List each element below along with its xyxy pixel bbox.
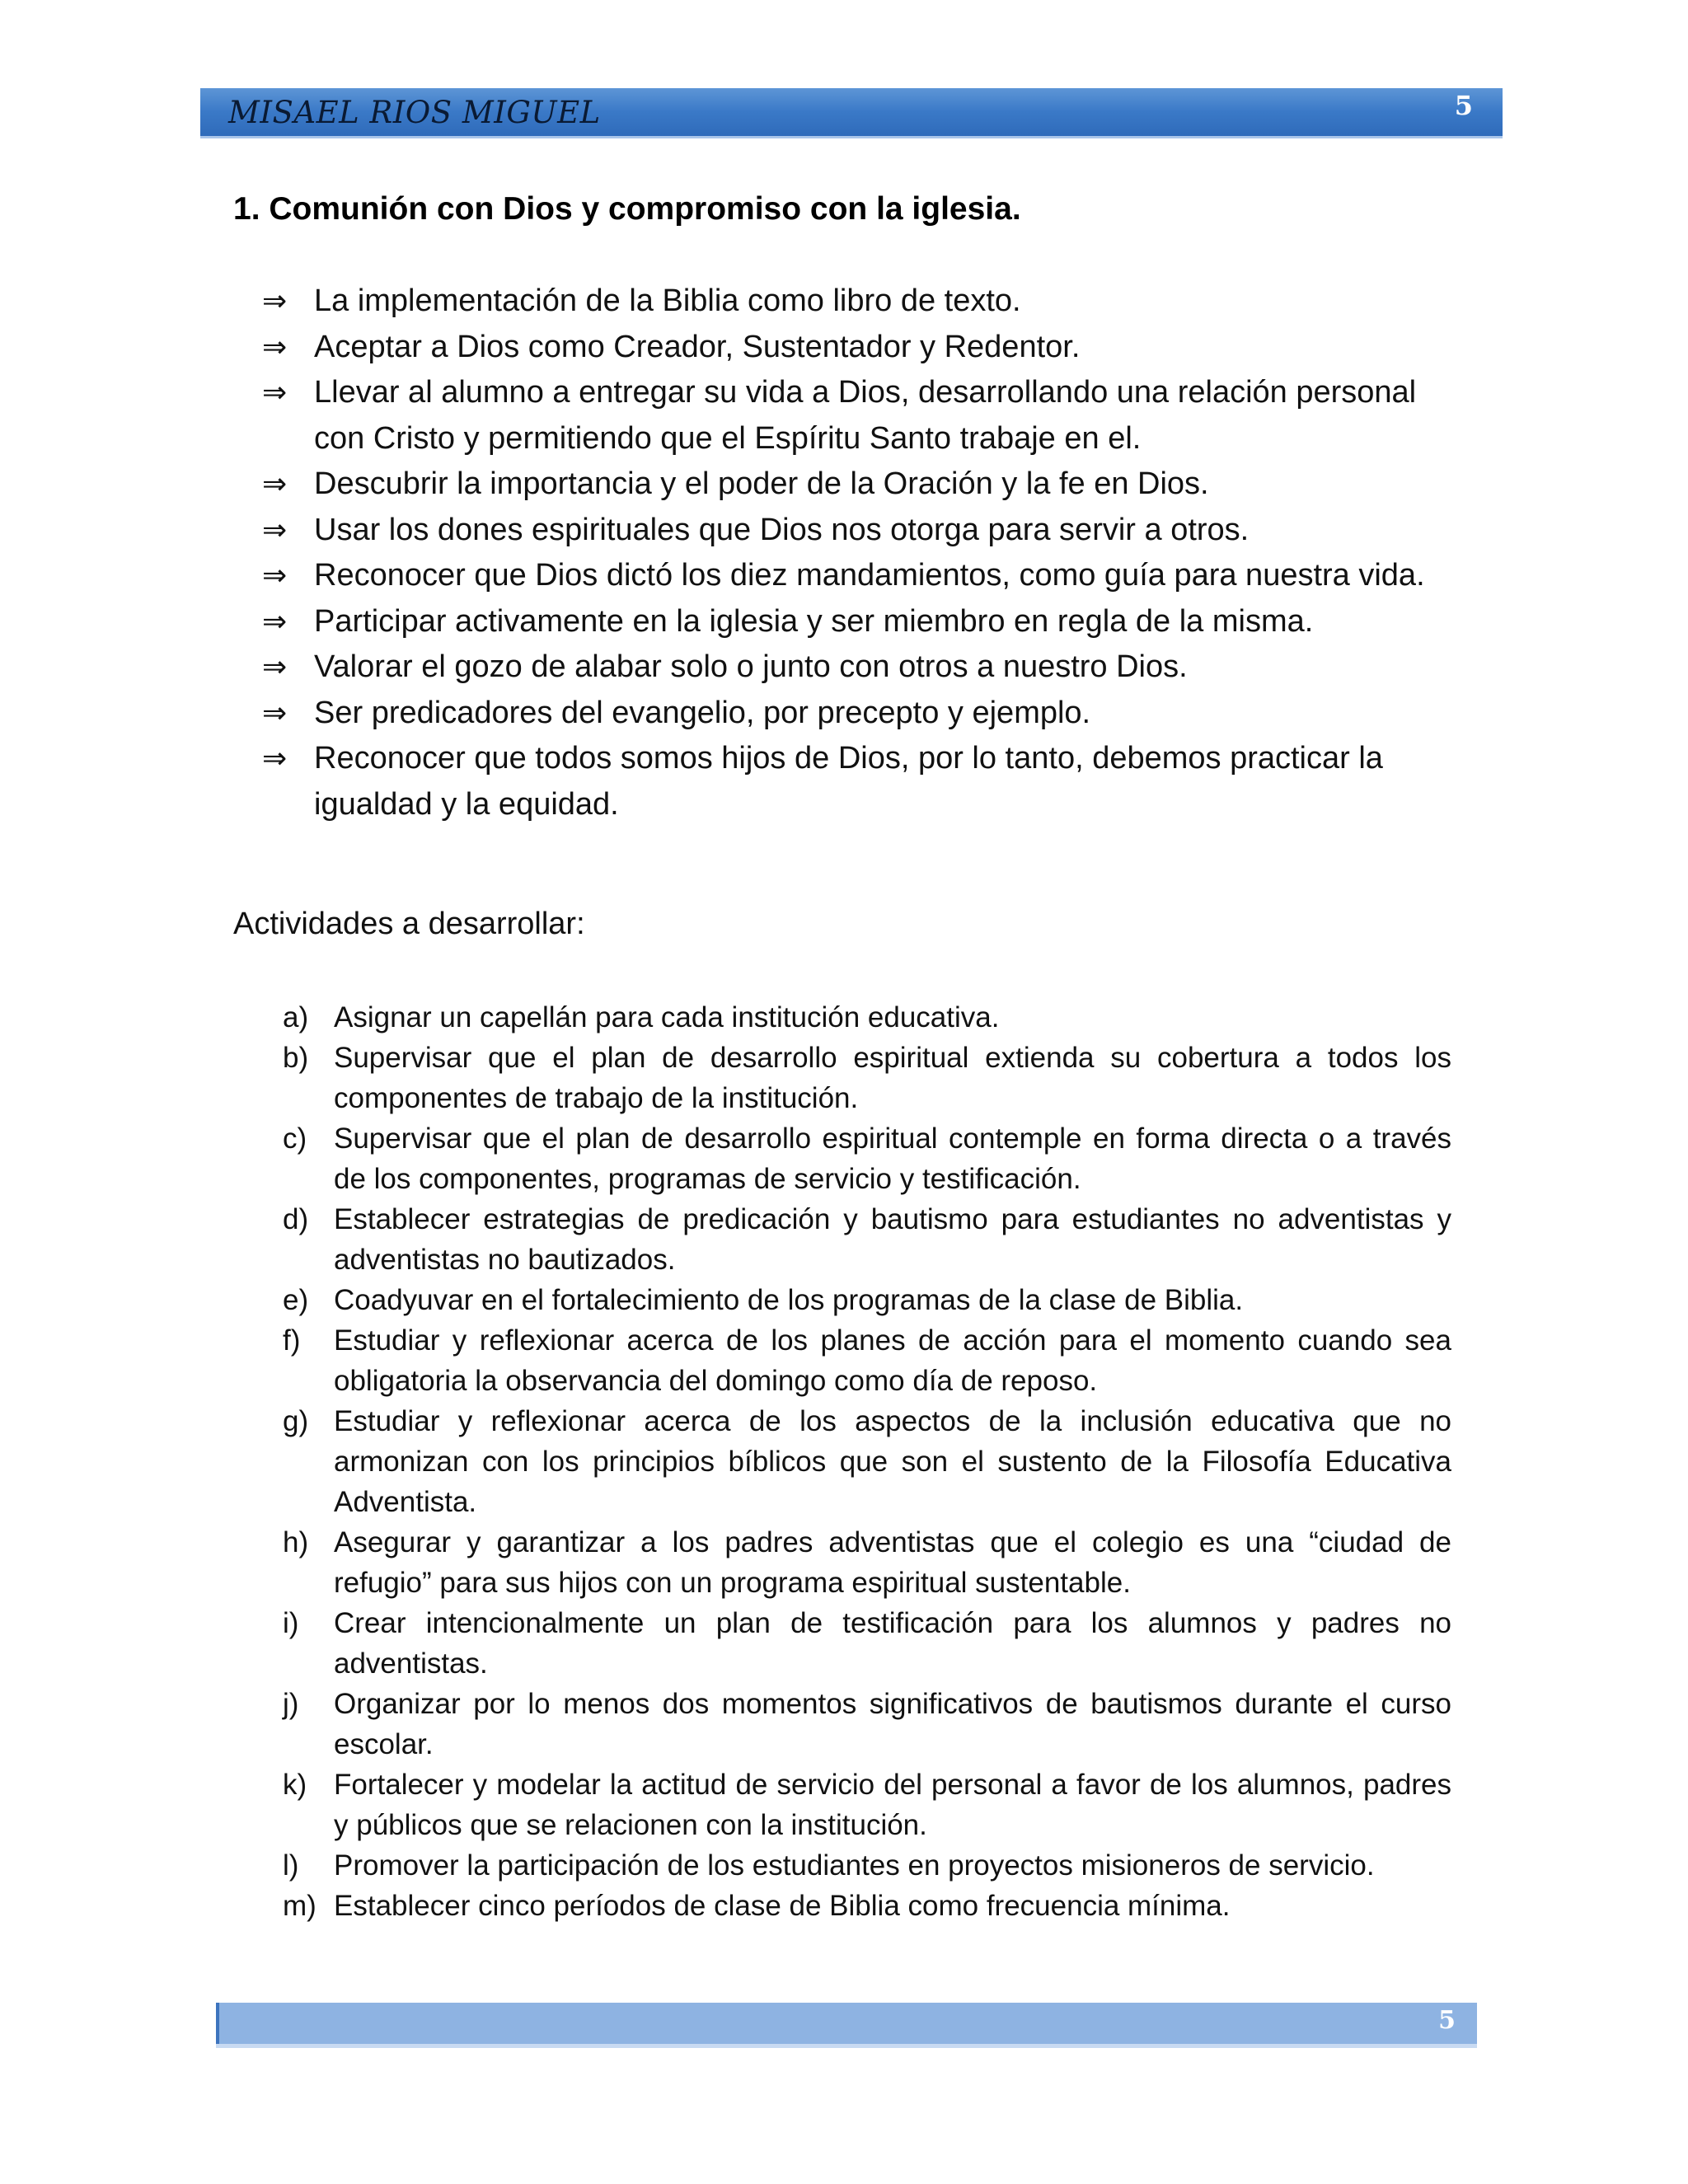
activity-letter: k) <box>283 1769 307 1801</box>
bullet-text: Reconocer que todos somos hijos de Dios, por lo tanto, debemos practicar la igualdad y la equidad. <box>314 741 1383 822</box>
bullet-item <box>262 599 1474 645</box>
activity-item <box>283 1845 1451 1886</box>
activity-item <box>283 1320 1451 1401</box>
activity-item <box>283 1280 1451 1320</box>
activity-item <box>283 1684 1451 1765</box>
bullet-text: Valorar el gozo de alabar solo o junto con otros a nuestro Dios. <box>314 649 1188 684</box>
activity-letter: b) <box>283 1042 309 1074</box>
arrow-icon: ⇒ <box>262 559 288 593</box>
activity-item <box>283 1522 1451 1603</box>
activity-item <box>283 997 1451 1038</box>
bullet-text: Aceptar a Dios como Creador, Sustentador y Redentor. <box>314 329 1081 364</box>
activity-letter: j) <box>283 1688 299 1720</box>
arrow-icon: ⇒ <box>262 604 288 639</box>
bullet-item <box>262 644 1474 691</box>
footer-page-number: 5 <box>1438 2006 1456 2035</box>
header-author: MISAEL RIOS MIGUEL <box>228 95 601 130</box>
activity-text: Establecer cinco períodos de clase de Biblia como frecuencia mínima. <box>334 1890 1231 1922</box>
activity-letter: d) <box>283 1203 309 1235</box>
activity-item <box>283 1765 1451 1845</box>
activity-item <box>283 1038 1451 1118</box>
bullet-text: Reconocer que Dios dictó los diez mandamientos, como guía para nuestra vida. <box>314 558 1425 593</box>
activity-text: Fortalecer y modelar la actitud de servicio del personal a favor de los alumnos, padres y públicos que se relacionen con la institución. <box>334 1769 1451 1841</box>
arrow-icon: ⇒ <box>262 284 288 318</box>
activity-item <box>283 1118 1451 1199</box>
activity-text: Establecer estrategias de predicación y bautismo para estudiantes no adventistas y adventistas no bautizados. <box>334 1203 1451 1276</box>
bullet-text: Ser predicadores del evangelio, por precepto y ejemplo. <box>314 695 1091 730</box>
activity-letter: g) <box>283 1405 309 1437</box>
activity-letter: e) <box>283 1284 309 1316</box>
header-page-number: 5 <box>1454 90 1473 121</box>
bullet-text: Participar activamente en la iglesia y ser miembro en regla de la misma. <box>314 603 1314 639</box>
activity-text: Asegurar y garantizar a los padres adventistas que el colegio es una “ciudad de refugio” para sus hijos con un programa espiritual sustentable. <box>334 1526 1451 1599</box>
bullet-text: Usar los dones espirituales que Dios nos otorga para servir a otros. <box>314 512 1250 547</box>
activity-text: Coadyuvar en el fortalecimiento de los programas de la clase de Biblia. <box>334 1284 1244 1316</box>
activity-text: Supervisar que el plan de desarrollo espiritual contemple en forma directa o a través de los componentes, programas de servicio y testificación. <box>334 1122 1451 1195</box>
activities-heading: Actividades a desarrollar: <box>233 907 585 941</box>
arrow-icon: ⇒ <box>262 330 288 364</box>
bullet-item <box>262 279 1474 325</box>
activity-text: Asignar un capellán para cada institución educativa. <box>334 1001 1000 1033</box>
activity-item <box>283 1886 1451 1926</box>
activity-letter: l) <box>283 1849 299 1882</box>
activity-text: Promover la participación de los estudiantes en proyectos misioneros de servicio. <box>334 1849 1375 1882</box>
bullet-list <box>262 279 1474 827</box>
arrow-icon: ⇒ <box>262 467 288 501</box>
activity-letter: h) <box>283 1526 309 1558</box>
bullet-item <box>262 325 1474 371</box>
bullet-item <box>262 736 1474 827</box>
activities-list <box>283 997 1451 1926</box>
activity-text: Supervisar que el plan de desarrollo espiritual extienda su cobertura a todos los componentes de trabajo de la institución. <box>334 1042 1451 1114</box>
bullet-item <box>262 462 1474 508</box>
bullet-item <box>262 553 1474 599</box>
activity-item <box>283 1401 1451 1522</box>
activity-letter: a) <box>283 1001 309 1033</box>
arrow-icon: ⇒ <box>262 696 288 730</box>
bullet-text: La implementación de la Biblia como libro de texto. <box>314 284 1021 318</box>
bullet-text: Descubrir la importancia y el poder de la Oración y la fe en Dios. <box>314 466 1209 501</box>
activity-text: Estudiar y reflexionar acerca de los aspectos de la inclusión educativa que no armonizan con los principios bíblicos que son el sustento de la Filosofía Educativa Adventista. <box>334 1405 1451 1518</box>
activity-letter: i) <box>283 1607 299 1639</box>
activity-letter: f) <box>283 1324 301 1357</box>
activity-text: Crear intencionalmente un plan de testificación para los alumnos y padres no adventistas. <box>334 1607 1451 1680</box>
activity-item <box>283 1199 1451 1280</box>
activity-letter: m) <box>283 1890 316 1922</box>
page-footer <box>216 2003 1477 2044</box>
arrow-icon: ⇒ <box>262 742 288 776</box>
bullet-text: Llevar al alumno a entregar su vida a Dios, desarrollando una relación personal con Cristo y permitiendo que el Espíritu Santo trabaje en el. <box>314 375 1417 456</box>
activity-letter: c) <box>283 1122 307 1155</box>
bullet-item <box>262 508 1474 554</box>
page-header <box>200 88 1503 136</box>
bullet-item <box>262 370 1474 462</box>
section-title: 1. Comunión con Dios y compromiso con la iglesia. <box>233 191 1021 227</box>
arrow-icon: ⇒ <box>262 376 288 410</box>
activity-text: Estudiar y reflexionar acerca de los planes de acción para el momento cuando sea obligatoria la observancia del domingo como día de reposo. <box>334 1324 1451 1397</box>
activity-item <box>283 1603 1451 1684</box>
activity-text: Organizar por lo menos dos momentos significativos de bautismos durante el curso escolar. <box>334 1688 1451 1760</box>
arrow-icon: ⇒ <box>262 513 288 547</box>
arrow-icon: ⇒ <box>262 650 288 684</box>
bullet-item <box>262 691 1474 737</box>
